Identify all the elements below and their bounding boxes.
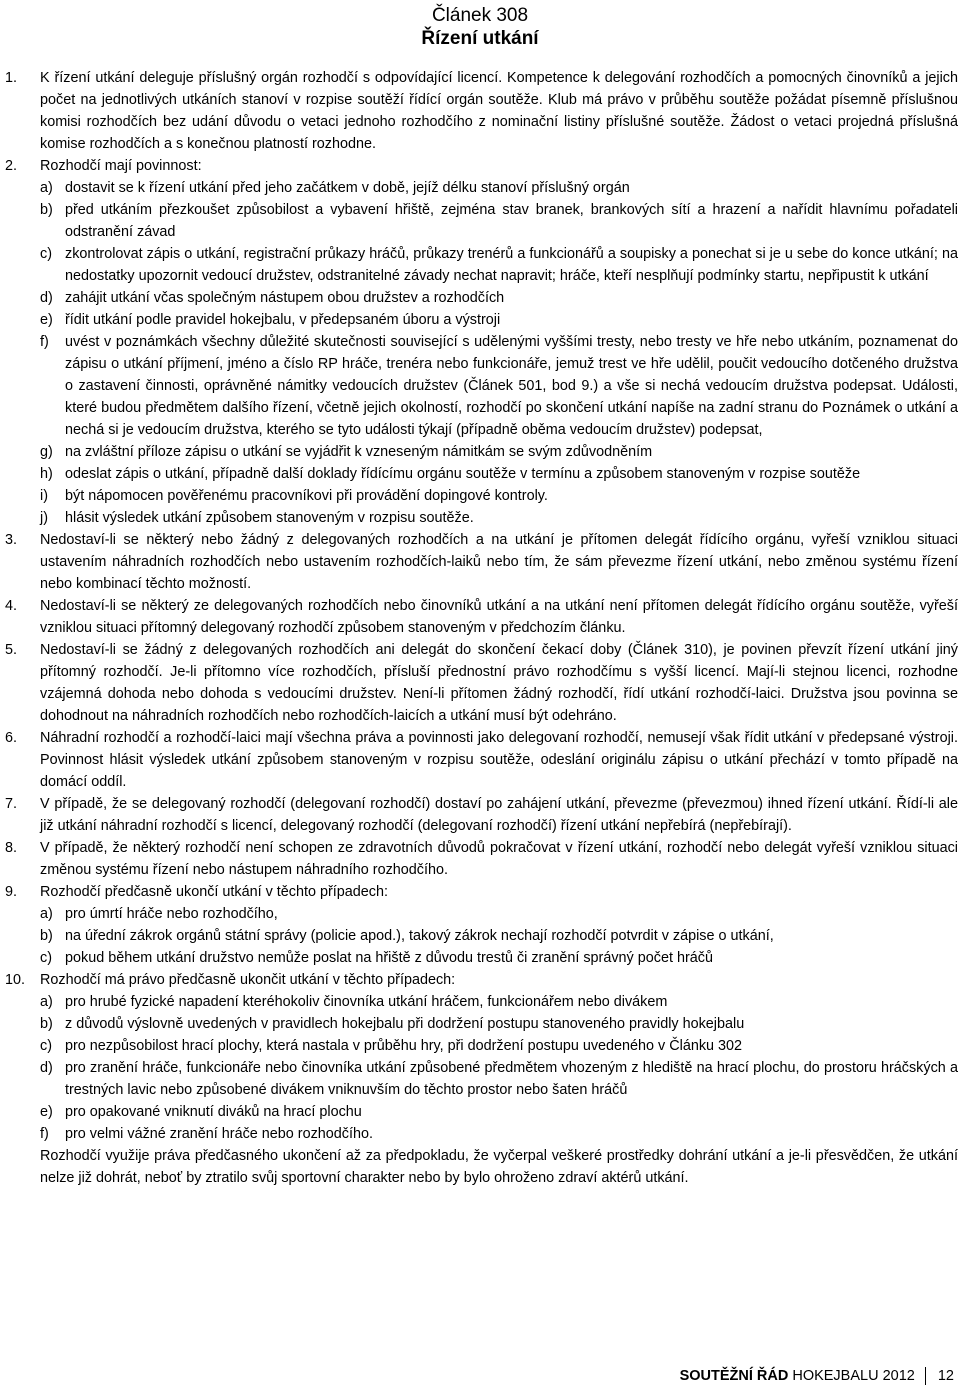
sub-item-text: pro zranění hráče, funkcionáře nebo činovníka utkání způsobené předmětem vhozeným z hlediště na hrací plochu, do prostoru hráčských a trestných lavic nebo způsobené divákem vniknuvším do těchto prostor nebo šaten hráčů <box>65 1060 958 1098</box>
article-number: Článek 308 <box>431 5 529 26</box>
item-number: 7. <box>5 796 18 812</box>
sub-item-letter: d) <box>40 290 53 306</box>
sub-item <box>40 485 958 507</box>
list-item <box>5 881 958 969</box>
sub-item <box>40 925 958 947</box>
sub-item <box>40 243 958 287</box>
item-text: V případě, že některý rozhodčí není schopen ze zdravotních důvodů pokračovat v řízení utkání, rozhodčí nebo delegát vyřeší vzniklou situaci změnou systému řízení nebo nástupem náhradního rozhodčího. <box>40 840 958 878</box>
sub-item-text: pro nezpůsobilost hrací plochy, která nastala v průběhu hry, při dodržení postupu uvedeného v Článku 302 <box>65 1038 743 1054</box>
sub-item-text: zahájit utkání včas společným nástupem obou družstev a rozhodčích <box>65 290 505 306</box>
sub-item <box>40 947 958 969</box>
sub-item-letter: d) <box>40 1060 53 1076</box>
sub-item-letter: a) <box>40 180 53 196</box>
sub-item-letter: i) <box>40 488 48 504</box>
list-item <box>5 793 958 837</box>
sub-item-text: dostavit se k řízení utkání před jeho začátkem v době, jejíž délku stanoví příslušný orgán <box>65 180 630 196</box>
sub-item-letter: b) <box>40 202 53 218</box>
sub-item-letter: e) <box>40 312 53 328</box>
sub-item-text: zkontrolovat zápis o utkání, registrační průkazy hráčů, průkazy trenérů a funkcionářů a soupisky a ponechat si je u sebe do konce utkání; na nedostatky upozornit vedoucí družstev, odstranitelné závady nechat napravit; hráče, kteří nesplňují podmínky startu, nepřipustit k utkání <box>65 246 958 284</box>
sub-item-letter: g) <box>40 444 53 460</box>
item-number: 5. <box>5 642 18 658</box>
sub-item-letter: f) <box>40 334 49 350</box>
sub-item-text: na úřední zákrok orgánů státní správy (policie apod.), takový zákrok nechají rozhodčí potvrdit v zápise o utkání, <box>65 928 774 944</box>
sub-item-text: před utkáním přezkoušet způsobilost a vybavení hřiště, zejména stav branek, brankových sítí a hrazení a nařídit hlavnímu pořadateli odstranění závad <box>65 202 958 240</box>
footer-title-rest: HOKEJBALU 2012 <box>792 1368 915 1384</box>
sub-item-letter: c) <box>40 246 52 262</box>
closing-paragraph: Rozhodčí využije práva předčasného ukončení až za předpokladu, že vyčerpal veškeré prostředky dohrání utkání a je-li přesvědčen, že utkání nelze již dohrát, neboť by ztratilo svůj sportovní charakter nebo by bylo ohroženo zdraví aktérů utkání. <box>40 1148 958 1186</box>
sub-item-text: uvést v poznámkách všechny důležité skutečnosti související s udělenými vyššími tresty, nebo tresty ve hře nebo utkáním, poznamenat do zápisu o utkání příjmení, jméno a číslo RP hráče, trenéra nebo funkcionáře, jemuž trest ve hře udělil, poučit vedoucího dotčeného družstva o zastavení činnosti, oprávněné námitky vedoucích družstev (Článek 501, bod 9.) a vše si nechá vedoucím družstva podepsat. Události, které budou předmětem dalšího řízení, včetně jejich okolností, rozhodčí po skončení utkání napíše na zadní stranu do Poznámek o utkání a nechá si je vedoucím družstva, kterého se tyto události týkají (případně oběma vedoucím družstev) podepsat, <box>65 334 958 438</box>
sub-item <box>40 199 958 243</box>
sub-item-letter: h) <box>40 466 53 482</box>
sub-item-letter: b) <box>40 928 53 944</box>
item-text: Nedostaví-li se některý ze delegovaných rozhodčích nebo činovníků utkání a na utkání není přítomen delegát řídícího orgánu soutěže, vyřeší vzniklou situaci přítomný delegovaný rozhodčí způsobem stanoveným v předchozím článku. <box>40 598 958 636</box>
sub-item-text: pro úmrtí hráče nebo rozhodčího, <box>65 906 278 922</box>
sub-item <box>40 331 958 441</box>
list-item <box>5 595 958 639</box>
sub-item <box>40 1101 958 1123</box>
list-item <box>5 837 958 881</box>
item-number: 3. <box>5 532 18 548</box>
sub-list <box>40 903 958 969</box>
sub-item <box>40 177 958 199</box>
sub-item-text: pro velmi vážné zranění hráče nebo rozhodčího. <box>65 1126 373 1142</box>
article-heading: Řízení utkání <box>421 28 539 49</box>
list-item <box>5 67 958 155</box>
sub-item <box>40 441 958 463</box>
sub-item-letter: a) <box>40 994 53 1010</box>
sub-item-letter: c) <box>40 950 52 966</box>
sub-item <box>40 1057 958 1101</box>
sub-item <box>40 991 958 1013</box>
sub-item-text: z důvodů výslovně uvedených v pravidlech hokejbalu při dodržení postupu stanoveného pravidly hokejbalu <box>65 1016 745 1032</box>
item-text: Rozhodčí má právo předčasně ukončit utkání v těchto případech: <box>40 972 456 988</box>
sub-item <box>40 1123 958 1145</box>
sub-item-text: na zvláštní příloze zápisu o utkání se vyjádřit k vzneseným námitkám se svým zdůvodněním <box>65 444 653 460</box>
item-number: 1. <box>5 70 18 86</box>
item-text: Rozhodčí mají povinnost: <box>40 158 202 174</box>
sub-item <box>40 309 958 331</box>
list-item <box>5 969 958 1145</box>
item-number: 4. <box>5 598 18 614</box>
sub-item-letter: c) <box>40 1038 52 1054</box>
item-text: V případě, že se delegovaný rozhodčí (delegovaní rozhodčí) dostaví po zahájení utkání, převezme (převezmou) ihned řízení utkání. Řídí-li ale již utkání náhradní rozhodčí s licencí, delegovaný rozhodčí (delegovaní rozhodčí) řízení utkání nepřebírá (nepřebírají). <box>40 796 958 834</box>
sub-item-letter: b) <box>40 1016 53 1032</box>
item-text: Nedostaví-li se žádný z delegovaných rozhodčích ani delegát do skončení čekací doby (Článek 310), je povinen převzít řízení utkání jiný přítomný rozhodčí. Je-li přítomno více rozhodčích, přísluší přednostní právo rozhodčímu s vyšší licencí. Mají-li stejnou licenci, rozhodne vzájemná dohoda nebo dohoda s vedoucími družstev. Není-li přítomen žádný rozhodčí, řídí utkání rozhodčí-laici. Družstva jsou povinna se dohodnout na náhradních rozhodčích nebo rozhodčích-laicích a utkání musí být odehráno. <box>40 642 958 724</box>
item-number: 6. <box>5 730 18 746</box>
sub-item <box>40 463 958 485</box>
sub-item-text: být nápomocen pověřenému pracovníkovi při provádění dopingové kontroly. <box>65 488 548 504</box>
sub-item-letter: a) <box>40 906 53 922</box>
sub-item-text: pro hrubé fyzické napadení kteréhokoliv činovníka utkání hráčem, funkcionářem nebo divákem <box>65 994 668 1010</box>
page-number: 12 <box>937 1368 954 1384</box>
sub-item-text: pokud během utkání družstvo nemůže poslat na hřiště z důvodu trestů či zranění správný počet hráčů <box>65 950 713 966</box>
item-number: 8. <box>5 840 18 856</box>
sub-item-text: hlásit výsledek utkání způsobem stanoveným v rozpisu soutěže. <box>65 510 474 526</box>
sub-item <box>40 1013 958 1035</box>
sub-item <box>40 507 958 529</box>
sub-item-letter: f) <box>40 1126 49 1142</box>
item-number: 9. <box>5 884 18 900</box>
item-text: K řízení utkání deleguje příslušný orgán rozhodčí s odpovídající licencí. Kompetence k delegování rozhodčích a pomocných činovníků a jejich počet na jednotlivých utkáních stanoví v rozpise soutěží řídící orgán soutěže. Klub má právo v průběhu soutěže požádat písemně příslušnou komisi rozhodčích bez udání důvodu o vetaci jednoho rozhodčího z nominační listiny příslušné soutěže. Žádost o vetaci projedná příslušná komise rozhodčích a s konečnou platností rozhodne. <box>40 70 958 152</box>
sub-item <box>40 1035 958 1057</box>
item-text: Nedostaví-li se některý nebo žádný z delegovaných rozhodčích a na utkání je přítomen delegát řídícího orgánu, vyřeší vzniklou situaci ustavením náhradních rozhodčích nebo ustavením rozhodčích-laiků nebo tím, že sám převezme řízení utkání, nebo změnou systému řízení nebo kombinací těchto možností. <box>40 532 958 592</box>
sub-item-text: odeslat zápis o utkání, případně další doklady řídícímu orgánu soutěže v termínu a způsobem stanoveným v rozpise soutěže <box>65 466 861 482</box>
list-item <box>5 727 958 793</box>
sub-item <box>40 903 958 925</box>
item-text: Náhradní rozhodčí a rozhodčí-laici mají všechna práva a povinnosti jako delegovaní rozhodčí, nemusejí však řídit utkání v předepsané výstroji. Povinnost hlásit výsledek utkání způsobem stanoveným v rozpisu soutěže, odeslání originálu zápisu o utkání přechází v tomto případě na domácí oddíl. <box>40 730 958 790</box>
sub-list <box>40 991 958 1145</box>
sub-list <box>40 177 958 529</box>
sub-item-text: pro opakované vniknutí diváků na hrací plochu <box>65 1104 362 1120</box>
list-item <box>5 639 958 727</box>
sub-item-letter: e) <box>40 1104 53 1120</box>
item-text: Rozhodčí předčasně ukončí utkání v těchto případech: <box>40 884 388 900</box>
sub-item-letter: j) <box>40 510 48 526</box>
list-item <box>5 155 958 529</box>
page-footer <box>680 1366 954 1386</box>
footer-title-bold: SOUTĚŽNÍ ŘÁD <box>679 1368 789 1384</box>
item-number: 10. <box>5 972 26 988</box>
sub-item-text: řídit utkání podle pravidel hokejbalu, v předepsaném úboru a výstroji <box>65 312 501 328</box>
footer-divider <box>925 1367 926 1385</box>
sub-item <box>40 287 958 309</box>
article-header <box>0 4 960 50</box>
item-number: 2. <box>5 158 18 174</box>
list-item <box>5 529 958 595</box>
article-body <box>5 67 958 1189</box>
